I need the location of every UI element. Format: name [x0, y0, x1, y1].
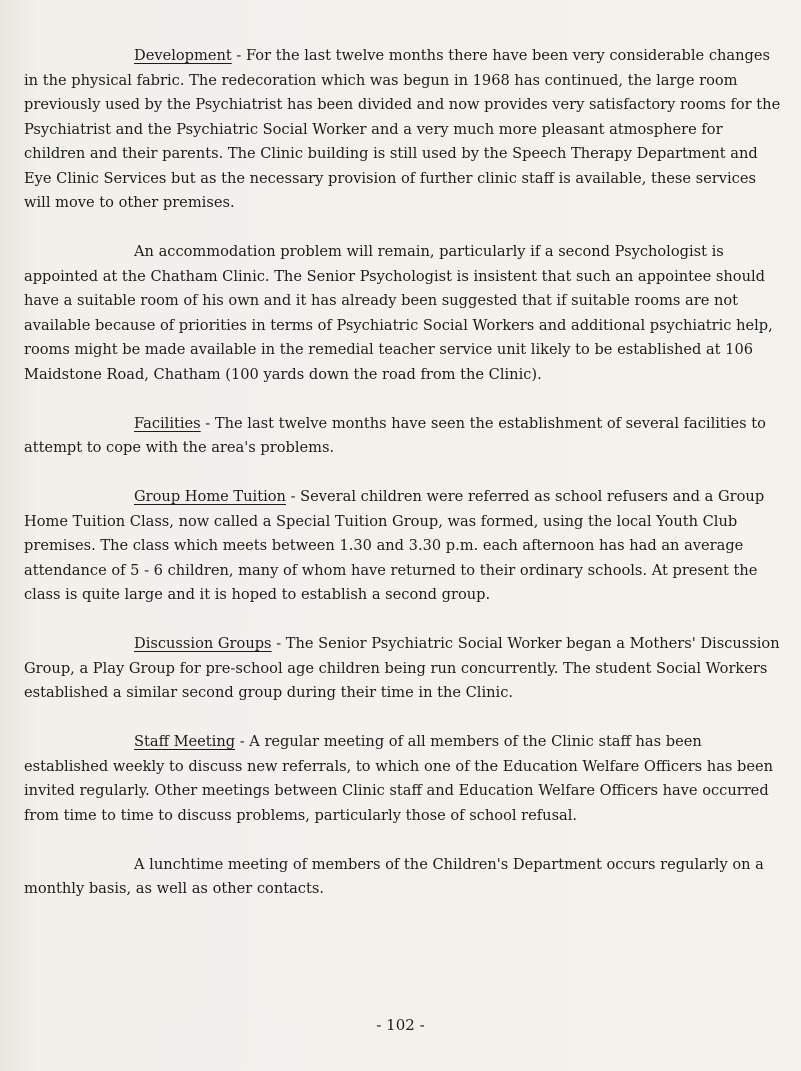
paragraph-accommodation	[24, 240, 784, 387]
heading-discussion-groups: Discussion Groups	[134, 635, 272, 652]
paragraph-lunchtime-meeting	[24, 853, 784, 902]
paragraph-text: - A regular meeting of all members of the Clinic staff has been established weekly to discuss new referrals, to which one of the Education Welfare Officers has been invited regularly. Other meetings between Clinic staff and Education Welfare Officers have occurred from time to time to discuss problems, particularly those of school refusal.	[24, 733, 774, 824]
paragraph-group-home-tuition	[24, 485, 784, 608]
paragraph-staff-meeting	[24, 730, 784, 828]
paragraph-text: - The Senior Psychiatric Social Worker began a Mothers' Discussion Group, a Play Group for pre-school age children being run concurrently. The student Social Workers established a similar second group during their time in the Clinic.	[24, 635, 780, 701]
paragraph-text: - Several children were referred as school refusers and a Group Home Tuition Class, now called a Special Tuition Group, was formed, using the local Youth Club premises. The class which meets between 1.30 and 3.30 p.m. each afternoon has had an average attendance of 5 - 6 children, many of whom have returned to their ordinary schools. At present the class is quite large and it is hoped to establish a second group.	[24, 488, 765, 603]
paragraph-text: An accommodation problem will remain, particularly if a second Psychologist is appointed at the Chatham Clinic. The Senior Psychologist is insistent that such an appointee should have a suitable room of his own and it has already been suggested that if suitable rooms are not available because of priorities in terms of Psychiatric Social Workers and additional psychiatric help, rooms might be made available in the remedial teacher service unit likely to be established at 106 Maidstone Road, Chatham (100 yards down the road from the Clinic).	[24, 243, 773, 383]
paragraph-text: - For the last twelve months there have been very considerable changes in the physical fabric. The redecoration which was begun in 1968 has continued, the large room previously used by the Psychiatrist has been divided and now provides very satisfactory rooms for the Psychiatrist and the Psychiatric Social Worker and a very much more pleasant atmosphere for children and their parents. The Clinic building is still used by the Speech Therapy Department and Eye Clinic Services but as the necessary provision of further clinic staff is available, these services will move to other premises.	[24, 47, 781, 211]
body-text	[24, 44, 784, 926]
heading-facilities: Facilities	[134, 414, 201, 432]
paragraph-text: A lunchtime meeting of members of the Children's Department occurs regularly on a monthly basis, as well as other contacts.	[24, 855, 764, 897]
page-number: - 102 -	[376, 1016, 425, 1034]
paragraph-facilities	[24, 412, 784, 461]
heading-group-home-tuition: Group Home Tuition	[134, 488, 286, 505]
heading-development: Development	[134, 47, 232, 64]
paragraph-discussion-groups	[24, 632, 784, 706]
heading-staff-meeting: Staff Meeting	[134, 733, 236, 750]
paragraph-development	[24, 44, 784, 216]
paragraph-text: - The last twelve months have seen the establishment of several facilities to attempt to cope with the area's problems.	[24, 414, 766, 456]
